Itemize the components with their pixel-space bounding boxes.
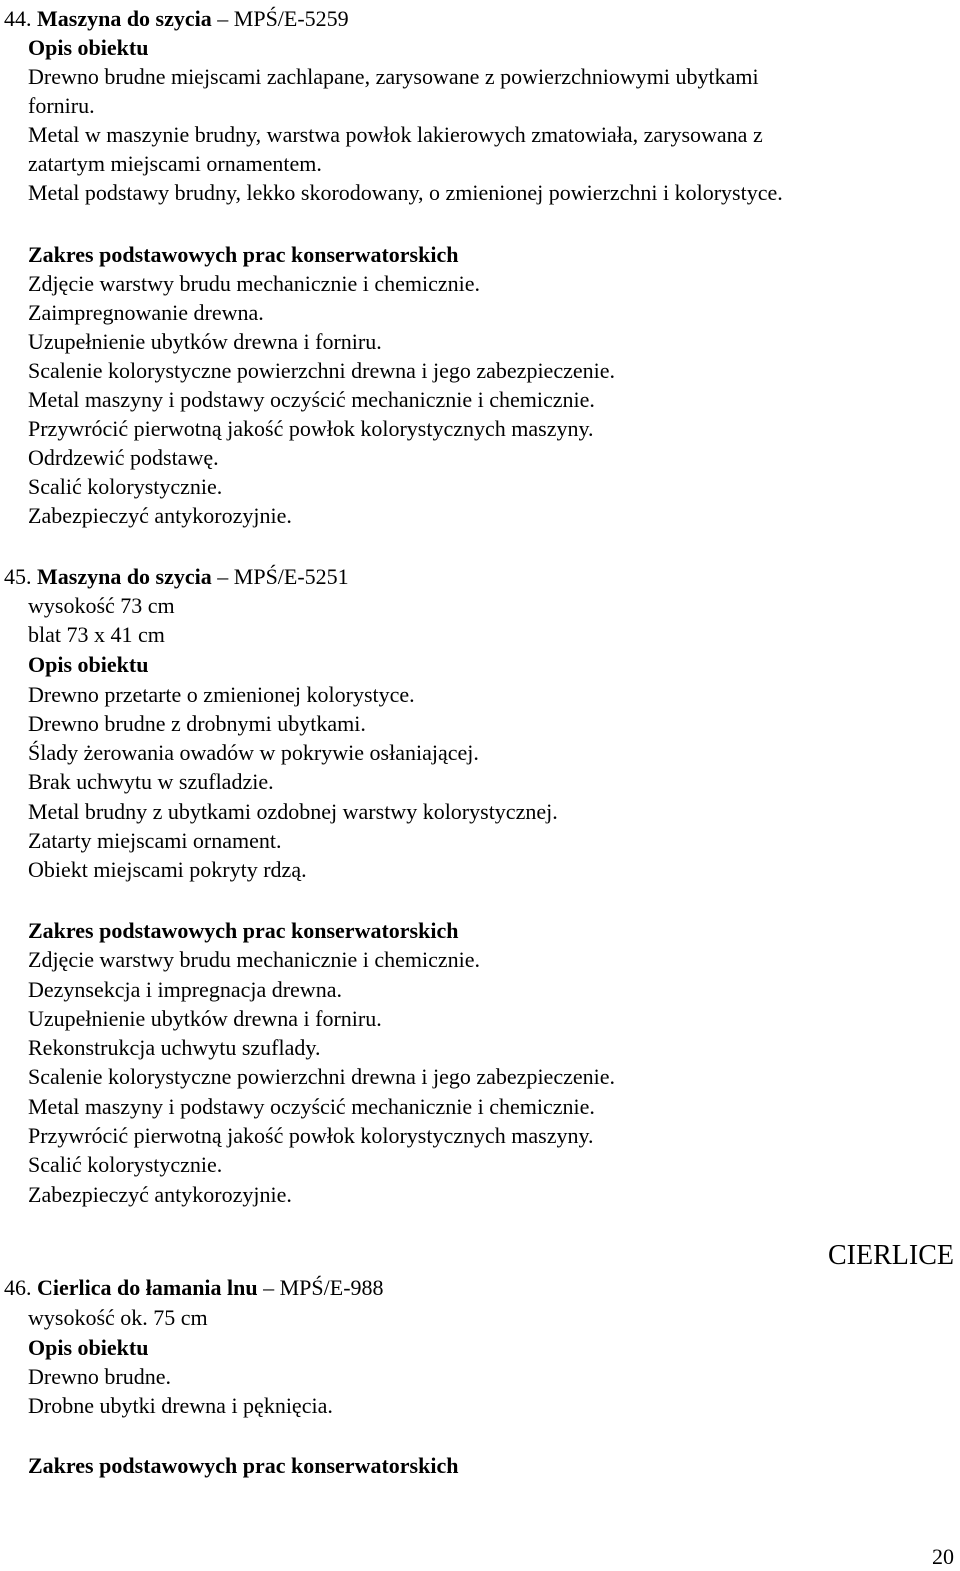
works-line: Zaimpregnowanie drewna. — [28, 300, 264, 325]
works-line: Zdjęcie warstwy brudu mechanicznie i chemicznie. — [28, 947, 481, 972]
item-dash: – — [217, 6, 229, 31]
works-line: Metal maszyny i podstawy oczyścić mechanicznie i chemicznie. — [28, 1094, 595, 1119]
works-line: Scalenie kolorystyczne powierzchni drewna i jego zabezpieczenie. — [28, 1064, 615, 1089]
works-line: Zabezpieczyć antykorozyjnie. — [28, 503, 292, 528]
item-title: Maszyna do szycia — [37, 564, 212, 589]
description-line: Obiekt miejscami pokryty rdzą. — [28, 857, 307, 882]
works-line: Metal maszyny i podstawy oczyścić mechanicznie i chemicznie. — [28, 387, 595, 412]
description-line: Metal podstawy brudny, lekko skorodowany, o zmienionej powierzchni i kolorystyce. — [28, 180, 783, 205]
description-line: Drewno brudne z drobnymi ubytkami. — [28, 711, 366, 736]
works-line: Przywrócić pierwotną jakość powłok kolorystycznych maszyny. — [28, 416, 594, 441]
item-44-heading — [4, 4, 349, 33]
section-label: CIERLICE — [828, 1240, 954, 1271]
dimension-line: wysokość ok. 75 cm — [28, 1305, 208, 1330]
description-line: Drewno brudne. — [28, 1364, 171, 1389]
description-heading: Opis obiektu — [28, 652, 149, 677]
description-line: Drewno przetarte o zmienionej kolorystyce. — [28, 682, 415, 707]
item-45-heading — [4, 562, 349, 591]
works-line: Rekonstrukcja uchwytu szuflady. — [28, 1035, 321, 1060]
item-dash: – — [217, 564, 229, 589]
works-line: Uzupełnienie ubytków drewna i forniru. — [28, 1006, 382, 1031]
works-line: Przywrócić pierwotną jakość powłok kolorystycznych maszyny. — [28, 1123, 594, 1148]
description-line: Drewno brudne miejscami zachlapane, zarysowane z powierzchniowymi ubytkami — [28, 64, 759, 89]
works-line: Scalić kolorystycznie. — [28, 1152, 223, 1177]
description-line: Ślady żerowania owadów w pokrywie osłaniającej. — [28, 740, 479, 765]
description-line: Metal w maszynie brudny, warstwa powłok lakierowych zmatowiała, zarysowana z — [28, 122, 763, 147]
description-line: Brak uchwytu w szufladzie. — [28, 769, 274, 794]
dimension-line: wysokość 73 cm — [28, 593, 175, 618]
description-line: forniru. — [28, 93, 95, 118]
item-title: Cierlica do łamania lnu — [37, 1275, 258, 1300]
works-line: Uzupełnienie ubytków drewna i forniru. — [28, 329, 382, 354]
item-code: MPŚ/E-5251 — [233, 564, 349, 589]
dimension-line: blat 73 x 41 cm — [28, 622, 165, 647]
description-line: Drobne ubytki drewna i pęknięcia. — [28, 1393, 333, 1418]
item-number: 46. — [4, 1275, 32, 1300]
item-46-heading — [4, 1273, 384, 1302]
description-line: Zatarty miejscami ornament. — [28, 828, 282, 853]
works-line: Scalić kolorystycznie. — [28, 474, 223, 499]
item-number: 44. — [4, 6, 32, 31]
item-number: 45. — [4, 564, 32, 589]
description-heading: Opis obiektu — [28, 1335, 149, 1360]
item-code: MPŚ/E-5259 — [233, 6, 349, 31]
works-line: Scalenie kolorystyczne powierzchni drewna i jego zabezpieczenie. — [28, 358, 615, 383]
description-heading: Opis obiektu — [28, 35, 149, 60]
works-line: Odrdzewić podstawę. — [28, 445, 219, 470]
description-line: Metal brudny z ubytkami ozdobnej warstwy kolorystycznej. — [28, 799, 558, 824]
description-line: zatartym miejscami ornamentem. — [28, 151, 322, 176]
works-heading: Zakres podstawowych prac konserwatorskich — [28, 242, 459, 267]
works-line: Dezynsekcja i impregnacja drewna. — [28, 977, 342, 1002]
works-line: Zdjęcie warstwy brudu mechanicznie i chemicznie. — [28, 271, 481, 296]
works-line: Zabezpieczyć antykorozyjnie. — [28, 1182, 292, 1207]
page-number: 20 — [932, 1544, 954, 1569]
item-code: MPŚ/E-988 — [279, 1275, 384, 1300]
works-heading: Zakres podstawowych prac konserwatorskich — [28, 918, 459, 943]
item-dash: – — [263, 1275, 275, 1300]
item-title: Maszyna do szycia — [37, 6, 212, 31]
works-heading: Zakres podstawowych prac konserwatorskich — [28, 1453, 459, 1478]
